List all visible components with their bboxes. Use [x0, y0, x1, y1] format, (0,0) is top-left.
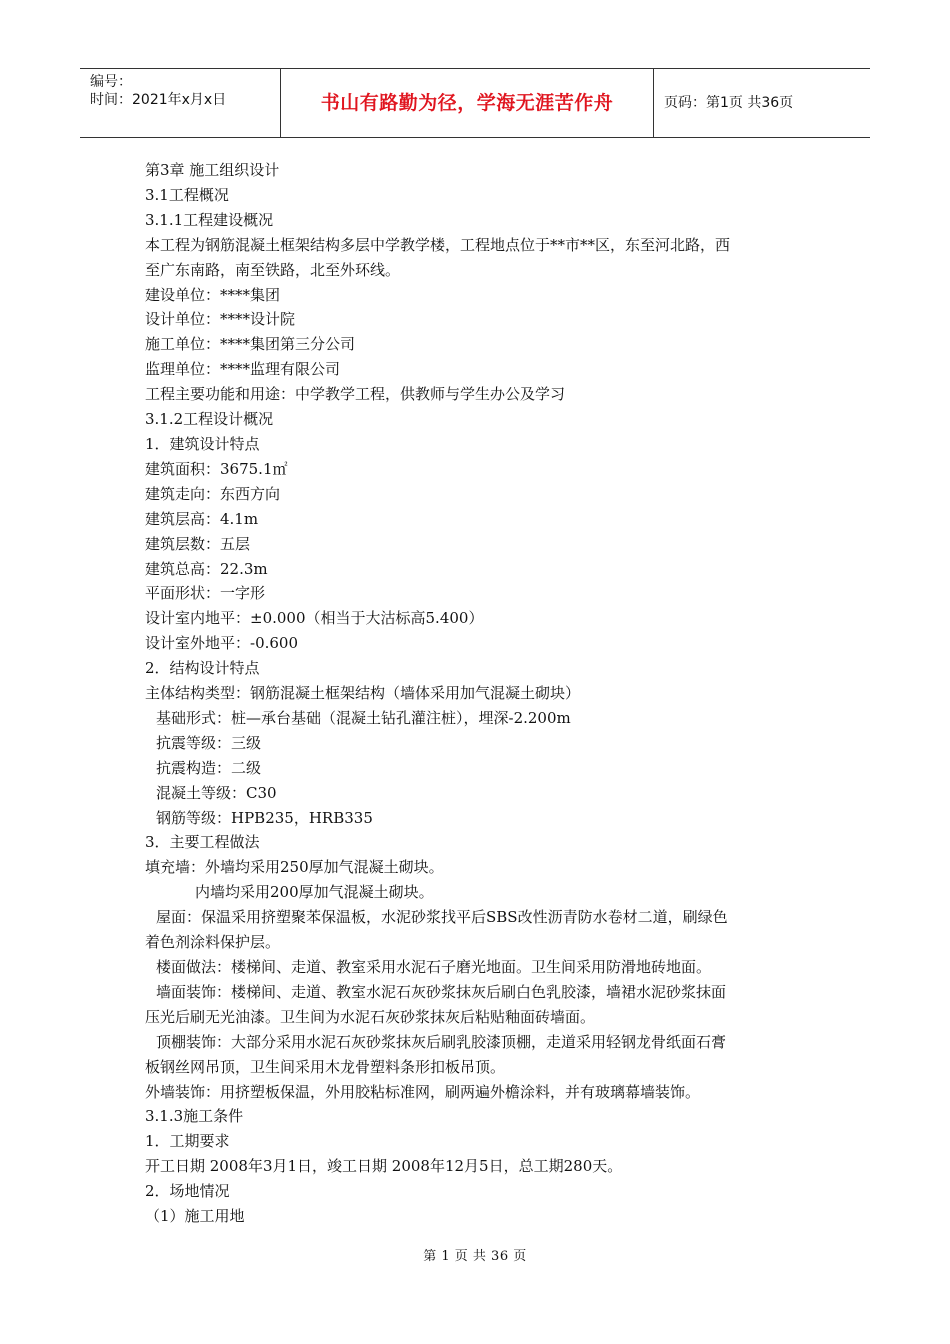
info-line: 填充墙：外墙均采用250厚加气混凝土砌块。	[145, 858, 444, 877]
info-line: 建筑总高：22.3m	[145, 559, 268, 578]
info-line: 开工日期 2008年3月1日，竣工日期 2008年12月5日，总工期280天。	[145, 1157, 623, 1176]
info-line: 施工单位：****集团第三分公司	[145, 335, 356, 354]
paragraph-line: 着色剂涂料保护层。	[145, 933, 281, 952]
info-line: 设计室内地平：±0.000（相当于大沽标高5.400）	[145, 609, 484, 628]
info-line: 建筑层数：五层	[145, 534, 251, 553]
page-footer: 第 1 页 共 36 页	[423, 1249, 527, 1264]
info-line: 抗震等级：三级	[156, 733, 262, 752]
info-line: 工程主要功能和用途：中学教学工程，供教师与学生办公及学习	[145, 385, 566, 404]
paragraph-line: 墙面装饰：楼梯间、走道、教室水泥石灰砂浆抹灰后刷白色乳胶漆，墙裙水泥砂浆抹面	[156, 982, 727, 1001]
list-heading: 1．工期要求	[145, 1132, 230, 1151]
header-meta-cell	[80, 69, 281, 137]
info-line: 监理单位：****监理有限公司	[145, 360, 341, 379]
header-motto: 书山有路勤为径，学海无涯苦作舟	[281, 69, 654, 137]
paragraph-line: 本工程为钢筋混凝土框架结构多层中学教学楼，工程地点位于**市**区，东至河北路，西	[145, 235, 731, 254]
info-line: 内墙均采用200厚加气混凝土砌块。	[195, 883, 434, 902]
list-heading: 2．结构设计特点	[145, 659, 260, 678]
subsection-heading: 3.1.1工程建设概况	[145, 210, 274, 229]
info-line: 平面形状：一字形	[145, 584, 266, 603]
info-line: 外墙装饰：用挤塑板保温，外用胶粘标准网，刷两遍外檐涂料，并有玻璃幕墙装饰。	[145, 1082, 701, 1101]
info-line: 主体结构类型：钢筋混凝土框架结构（墙体采用加气混凝土砌块）	[145, 684, 581, 703]
info-line: 楼面做法：楼梯间、走道、教室采用水泥石子磨光地面。卫生间采用防滑地砖地面。	[156, 958, 712, 976]
list-heading: 1．建筑设计特点	[145, 434, 260, 453]
list-heading: 3．主要工程做法	[145, 833, 260, 852]
info-line: 钢筋等级：HPB235，HRB335	[156, 808, 373, 827]
subsection-heading: 3.1.3施工条件	[145, 1107, 244, 1126]
document-date: 时间：2021年x月x日	[90, 92, 227, 108]
info-line: 混凝土等级：C30	[156, 783, 277, 802]
info-line: 基础形式：桩—承台基础（混凝土钻孔灌注桩），埋深-2.200m	[156, 708, 571, 727]
info-line: 抗震构造：二级	[156, 758, 262, 777]
paragraph-line: 顶棚装饰：大部分采用水泥石灰砂浆抹灰后刷乳胶漆顶棚，走道采用轻钢龙骨纸面石膏	[156, 1032, 727, 1051]
info-line: 建设单位：****集团	[145, 285, 281, 304]
info-line: 设计室外地平：-0.600	[145, 634, 299, 653]
document-body	[145, 158, 810, 1229]
document-number-label: 编号：	[90, 74, 132, 90]
paragraph-line: 压光后刷无光油漆。卫生间为水泥石灰砂浆抹灰后粘贴釉面砖墙面。	[145, 1007, 596, 1026]
page-header	[80, 68, 870, 138]
chapter-title: 第3章 施工组织设计	[145, 161, 280, 179]
header-page-info: 页码：第1页 共36页	[664, 95, 794, 111]
list-subheading: （1）施工用地	[145, 1207, 245, 1226]
list-heading: 2．场地情况	[145, 1182, 230, 1201]
paragraph-line: 板钢丝网吊顶，卫生间采用木龙骨塑料条形扣板吊顶。	[145, 1057, 506, 1076]
info-line: 建筑面积：3675.1㎡	[145, 459, 288, 478]
paragraph-line: 屋面：保温采用挤塑聚苯保温板，水泥砂浆找平后SBS改性沥青防水卷材二道，刷绿色	[156, 908, 728, 927]
subsection-heading: 3.1.2工程设计概况	[145, 410, 274, 429]
paragraph-line: 至广东南路，南至铁路，北至外环线。	[145, 260, 401, 279]
info-line: 建筑走向：东西方向	[145, 484, 281, 503]
section-heading: 3.1工程概况	[145, 185, 229, 204]
info-line: 设计单位：****设计院	[145, 310, 296, 329]
info-line: 建筑层高：4.1m	[145, 509, 259, 528]
